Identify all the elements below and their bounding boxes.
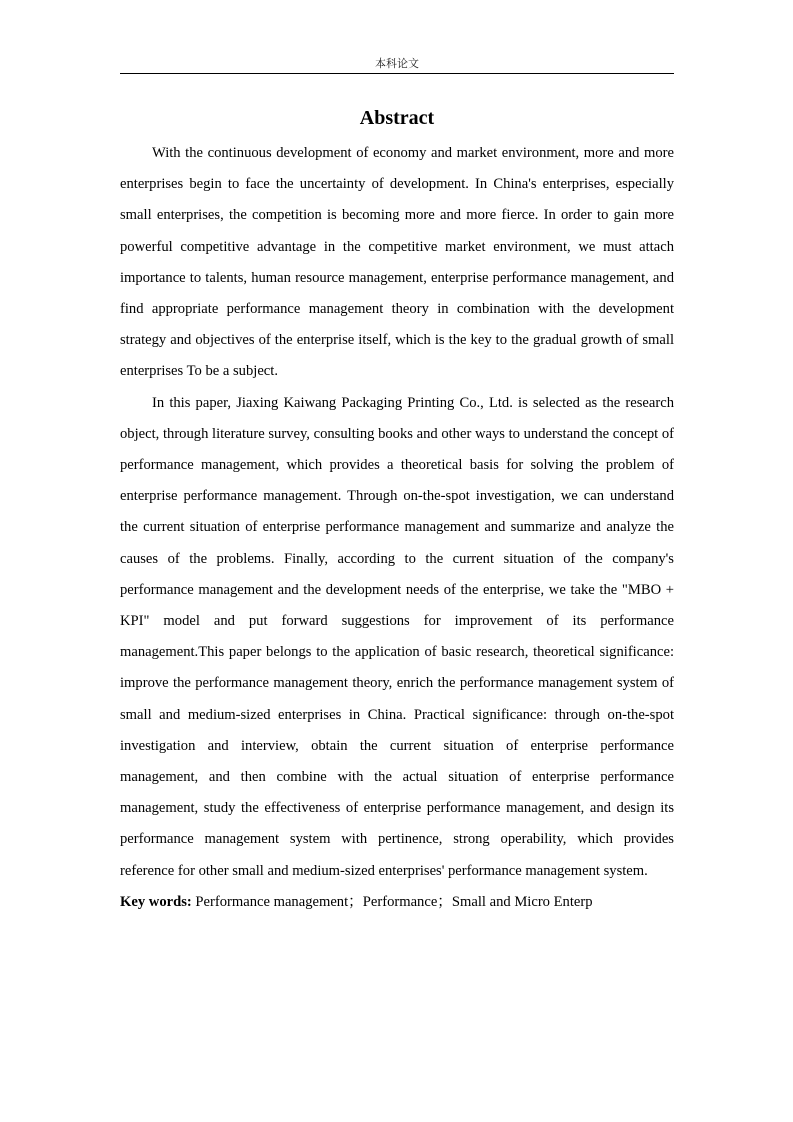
abstract-paragraph-2: In this paper, Jiaxing Kaiwang Packaging Printing Co., Ltd. is selected as the research object, through literature survey, consulting books and other ways to understand the concept of performance management, which provides a theoretical basis for solving the problem of enterprise performance management. Through on-the-spot investigation, we can understand the current situation of enterprise performance management and summarize and analyze the causes of the problems. Finally, according to the current situation of the company's performance management and the development needs of the enterprise, we take the "MBO + KPI" model and put forward suggestions for improvement of its performance management.This paper belongs to the application of basic research, theoretical significance: improve the performance management theory, enrich the performance management system of small and medium-sized enterprises in China. Practical significance: through on-the-spot investigation and interview, obtain the current situation of enterprise performance management, and then combine with the actual situation of enterprise performance management, study the effectiveness of enterprise performance management, and design its performance management system with pertinence, strong operability, which provides reference for other small and medium-sized enterprises' performance management system. — [120, 394, 674, 879]
page-header: 本科论文 — [375, 57, 419, 70]
header-divider — [120, 73, 674, 74]
abstract-body — [120, 138, 674, 918]
keywords-label: Key words: — [120, 893, 192, 910]
abstract-title: Abstract — [359, 107, 435, 129]
keywords-line — [120, 887, 674, 918]
keywords-text: Performance management；Performance；Small and Micro Enterp — [191, 893, 593, 910]
abstract-paragraph-1: With the continuous development of economy and market environment, more and more enterprises begin to face the uncertainty of development. In China's enterprises, especially small enterprises, the competition is becoming more and more fierce. In order to gain more powerful competitive advantage in the competitive market environment, we must attach importance to talents, human resource management, enterprise performance management, and find appropriate performance management theory in combination with the development strategy and objectives of the enterprise itself, which is the key to the gradual growth of small enterprises To be a subject. — [120, 145, 674, 380]
